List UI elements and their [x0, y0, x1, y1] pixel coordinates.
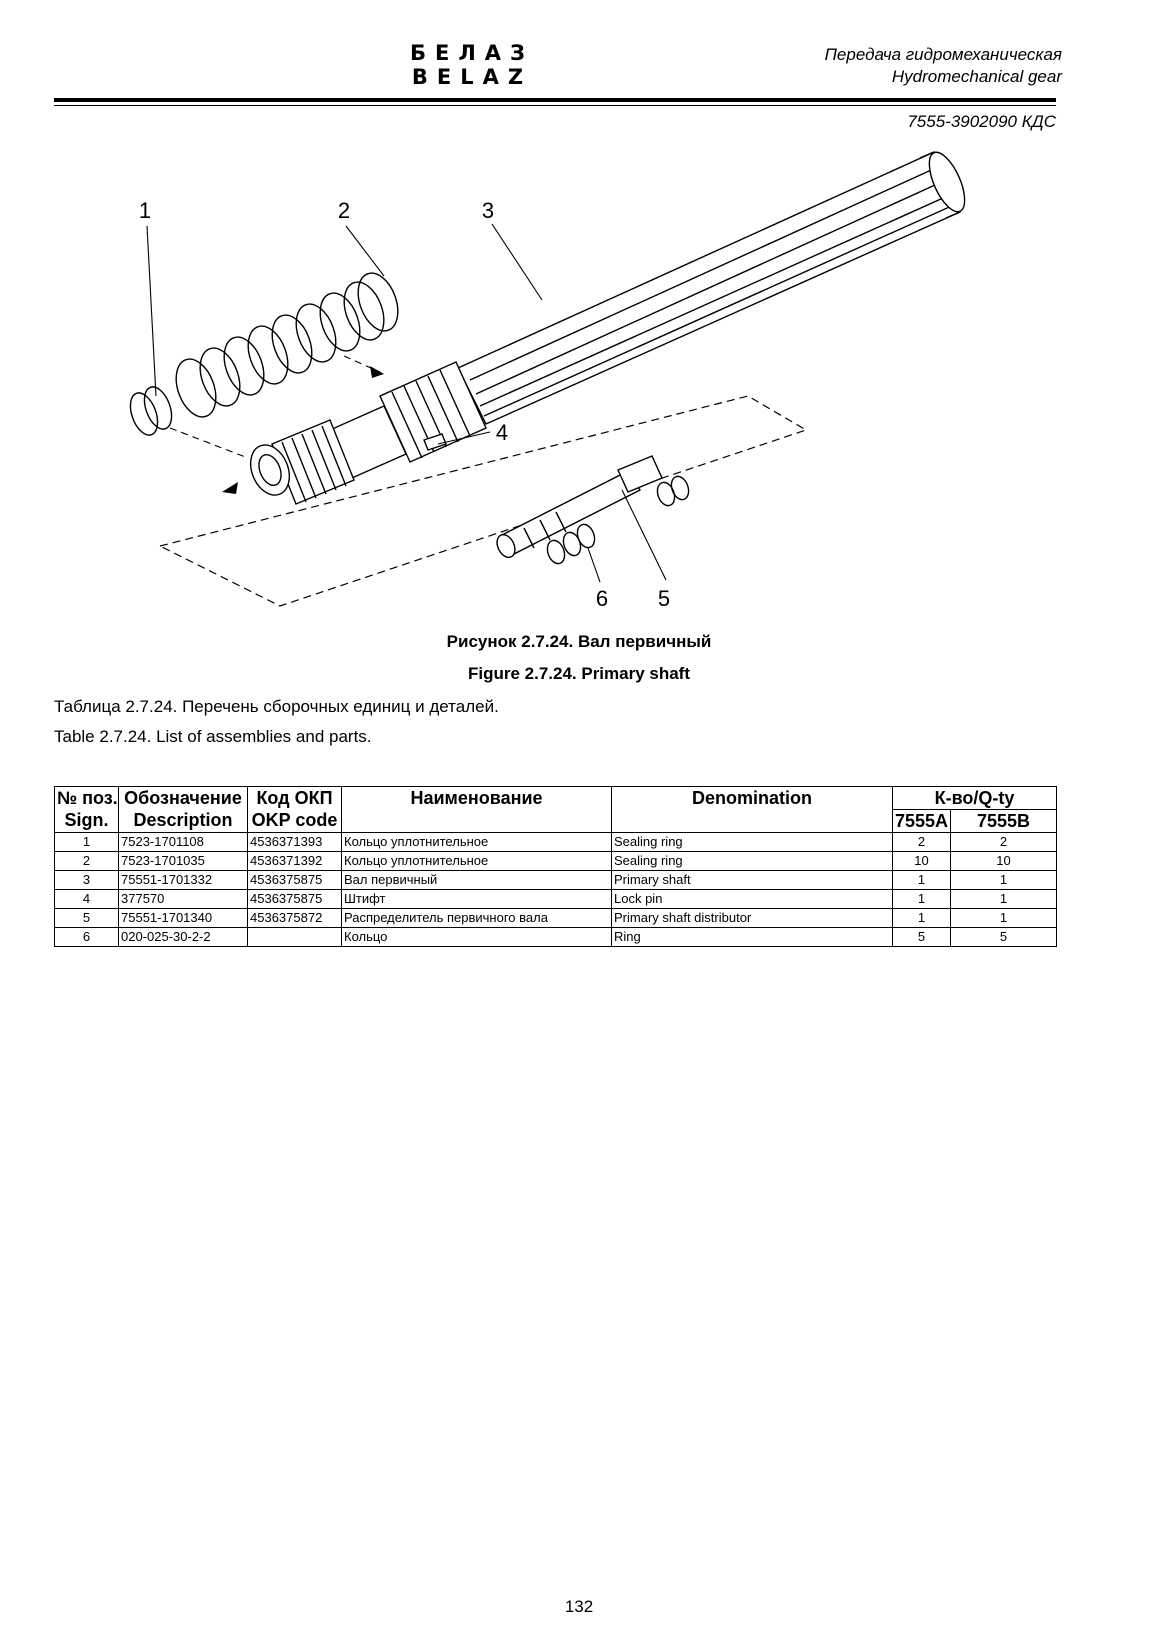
cell-designation: 7523-1701035 [119, 852, 248, 871]
cell-pos: 4 [55, 890, 119, 909]
table-row [55, 871, 1057, 890]
sealing-rings-pos-1 [125, 383, 177, 439]
callout-3: 3 [481, 198, 495, 223]
cell-designation: 377570 [119, 890, 248, 909]
cell-name-en: Sealing ring [612, 852, 893, 871]
cell-qty-a: 5 [893, 928, 951, 947]
cell-pos: 5 [55, 909, 119, 928]
page-number: 132 [564, 1597, 594, 1616]
header-title-en: Hydromechanical gear [891, 67, 1062, 86]
table-caption-en: Table 2.7.24. List of assemblies and parts. [54, 727, 372, 746]
cell-name-ru: Распределитель первичного вала [342, 909, 612, 928]
cell-name-en: Sealing ring [612, 833, 893, 852]
cell-designation: 7523-1701108 [119, 833, 248, 852]
cell-okp [248, 928, 342, 947]
header-rule-thin [54, 105, 1056, 106]
cell-pos: 1 [55, 833, 119, 852]
cell-qty-a: 1 [893, 890, 951, 909]
header-designation: Обозначение Description [119, 787, 248, 833]
cell-name-en: Primary shaft [612, 871, 893, 890]
cell-qty-a: 10 [893, 852, 951, 871]
cell-qty-b: 10 [951, 852, 1057, 871]
figure-caption-ru: Рисунок 2.7.24. Вал первичный [446, 632, 712, 651]
header-okp: Код ОКП OKP code [248, 787, 342, 833]
table-row [55, 833, 1057, 852]
distributor-pos-5 [494, 456, 662, 560]
callout-6: 6 [595, 586, 609, 611]
cell-okp: 4536371392 [248, 852, 342, 871]
table-row [55, 928, 1057, 947]
cell-pos: 6 [55, 928, 119, 947]
cell-okp: 4536375875 [248, 890, 342, 909]
cell-name-ru: Вал первичный [342, 871, 612, 890]
belaz-logo [362, 40, 582, 88]
figure-caption-en: Figure 2.7.24. Primary shaft [467, 664, 691, 683]
shaft-body [458, 147, 972, 424]
cell-name-ru: Штифт [342, 890, 612, 909]
cell-designation: 020-025-30-2-2 [119, 928, 248, 947]
cell-qty-b: 1 [951, 871, 1057, 890]
table-row [55, 890, 1057, 909]
header-name-en: Denomination [612, 787, 893, 833]
cell-name-ru: Кольцо уплотнительное [342, 852, 612, 871]
header-qty-b: 7555B [951, 810, 1057, 833]
cell-qty-b: 1 [951, 909, 1057, 928]
cell-okp: 4536375875 [248, 871, 342, 890]
cell-qty-b: 1 [951, 890, 1057, 909]
table-caption-ru: Таблица 2.7.24. Перечень сборочных единиц и деталей. [54, 697, 499, 716]
cell-pos: 2 [55, 852, 119, 871]
header-rule-thick [54, 98, 1056, 102]
header-title-ru: Передача гидромеханическая [824, 45, 1062, 64]
cell-name-en: Primary shaft distributor [612, 909, 893, 928]
logo-line-2: BELAZ [411, 65, 533, 88]
logo-line-1: БЕЛАЗ [410, 41, 534, 65]
parts-table [54, 786, 1057, 947]
cell-qty-b: 2 [951, 833, 1057, 852]
header-qty-a: 7555A [893, 810, 951, 833]
document-number: 7555-3902090 КДС [907, 112, 1056, 131]
callout-5: 5 [657, 586, 671, 611]
callout-1: 1 [138, 198, 152, 223]
primary-shaft-drawing [100, 140, 1060, 660]
cell-name-ru: Кольцо [342, 928, 612, 947]
header-titles [825, 44, 1062, 88]
sealing-rings-pos-2 [169, 268, 405, 423]
table-header-row [55, 787, 1057, 810]
callout-2: 2 [337, 198, 351, 223]
cell-name-en: Lock pin [612, 890, 893, 909]
header-qty: К-во/Q-ty [893, 787, 1057, 810]
cell-name-en: Ring [612, 928, 893, 947]
callout-4: 4 [495, 420, 509, 445]
cell-qty-a: 1 [893, 871, 951, 890]
cell-qty-a: 1 [893, 909, 951, 928]
cell-name-ru: Кольцо уплотнительное [342, 833, 612, 852]
cell-qty-b: 5 [951, 928, 1057, 947]
cell-designation: 75551-1701332 [119, 871, 248, 890]
header-name-ru: Наименование [342, 787, 612, 833]
cell-designation: 75551-1701340 [119, 909, 248, 928]
cell-okp: 4536375872 [248, 909, 342, 928]
cell-pos: 3 [55, 871, 119, 890]
header-pos: № поз. Sign. [55, 787, 119, 833]
table-row [55, 852, 1057, 871]
cell-okp: 4536371393 [248, 833, 342, 852]
cell-qty-a: 2 [893, 833, 951, 852]
table-row [55, 909, 1057, 928]
